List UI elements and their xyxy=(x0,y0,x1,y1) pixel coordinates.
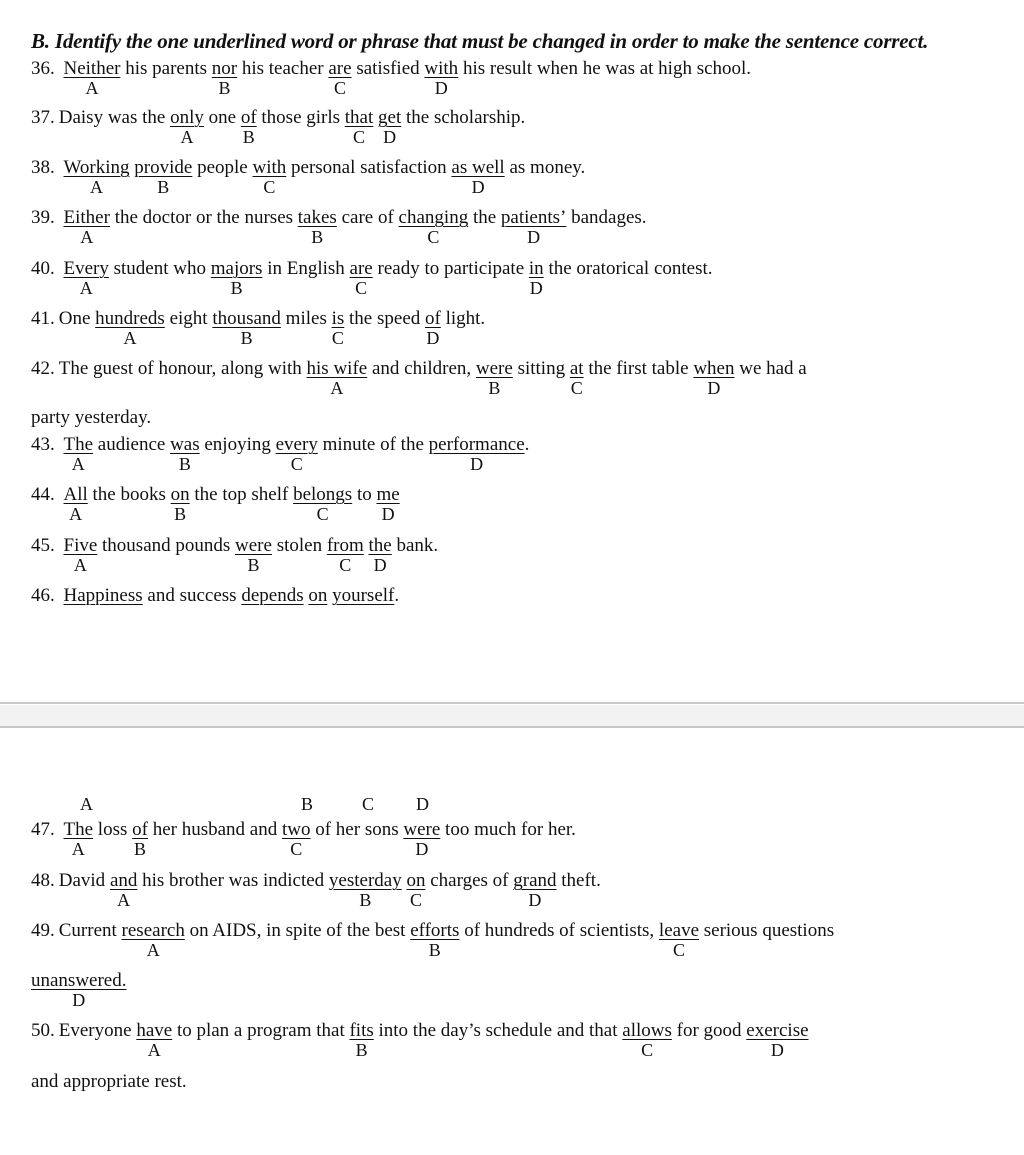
option-a[interactable]: Every A xyxy=(63,258,109,298)
question-36: 36. Neither A his parents nor B his teacher are C satisfied with D his result when he was at high school. xyxy=(31,58,752,98)
option-a[interactable]: Either A xyxy=(63,207,110,247)
option-b[interactable]: fits B xyxy=(349,1020,374,1060)
option-label-c: C xyxy=(409,890,422,910)
option-c[interactable]: belongs C xyxy=(293,484,353,524)
option-label-c: C xyxy=(641,1040,654,1060)
option-a[interactable]: Happiness xyxy=(63,585,143,606)
option-label-c: C xyxy=(263,177,276,197)
option-d[interactable]: as well D xyxy=(451,157,505,197)
option-c[interactable]: on xyxy=(308,585,328,606)
option-a[interactable]: only A xyxy=(170,107,204,147)
option-b[interactable]: yesterday B xyxy=(328,870,402,910)
option-b[interactable]: were B xyxy=(475,358,513,398)
stray-label-c: C xyxy=(362,794,375,814)
option-b[interactable]: depends xyxy=(241,585,304,606)
option-a[interactable]: and A xyxy=(109,870,138,910)
option-label-a: A xyxy=(117,890,131,910)
question-48: 48. David and A his brother was indicted yesterday B on C charges of grand D theft. xyxy=(31,870,601,910)
option-label-b: B xyxy=(240,328,253,348)
question-44: 44. All A the books on B the top shelf belongs C to me D xyxy=(31,484,400,524)
option-d[interactable]: of D xyxy=(425,308,441,348)
option-label-a: A xyxy=(330,378,344,398)
option-label-a: A xyxy=(80,227,94,247)
option-c[interactable]: changing C xyxy=(398,207,469,247)
option-label-c: C xyxy=(331,328,344,348)
option-c[interactable]: with C xyxy=(252,157,287,197)
option-label-b: B xyxy=(359,890,372,910)
question-43: 43. The A audience was B enjoying every C minute of the performance D . xyxy=(31,434,530,474)
option-label-c: C xyxy=(427,227,440,247)
option-label-a: A xyxy=(71,454,85,474)
option-d[interactable]: performance D xyxy=(428,434,525,474)
option-b[interactable]: thousand B xyxy=(212,308,281,348)
option-label-d: D xyxy=(770,1040,784,1060)
option-d[interactable]: in D xyxy=(528,258,544,298)
option-label-d: D xyxy=(528,890,542,910)
option-label-d: D xyxy=(383,127,397,147)
question-number: 50. xyxy=(31,1020,55,1041)
option-label-a: A xyxy=(146,940,160,960)
option-a[interactable]: The A xyxy=(63,434,94,474)
question-50: 50. Everyone have A to plan a program that fits B into the day’s schedule and that allows C for good exercise D xyxy=(31,1020,809,1060)
option-b[interactable]: majors B xyxy=(210,258,263,298)
option-label-b: B xyxy=(242,127,255,147)
option-b[interactable]: efforts B xyxy=(410,920,460,960)
option-label-a: A xyxy=(123,328,137,348)
option-a[interactable]: Neither A xyxy=(63,58,121,98)
option-d[interactable]: me D xyxy=(376,484,400,524)
stray-label-a: A xyxy=(80,794,93,814)
option-d[interactable]: when D xyxy=(693,358,735,398)
option-d[interactable]: the D xyxy=(368,535,392,575)
option-a[interactable]: his wife A xyxy=(306,358,368,398)
stray-label-b: B xyxy=(301,794,314,814)
option-label-b: B xyxy=(157,177,170,197)
page-gap xyxy=(0,705,1024,727)
question-number: 37. xyxy=(31,107,55,128)
option-label-b: B xyxy=(174,504,187,524)
option-c[interactable]: are C xyxy=(328,58,352,98)
option-d[interactable]: with D xyxy=(424,58,459,98)
option-label-a: A xyxy=(85,78,99,98)
option-label-c: C xyxy=(672,940,685,960)
option-b[interactable]: was B xyxy=(170,434,200,474)
option-c[interactable]: leave C xyxy=(658,920,699,960)
option-b[interactable]: of B xyxy=(240,107,257,147)
option-label-c: C xyxy=(353,127,366,147)
option-label-d: D xyxy=(471,177,485,197)
page-divider-top xyxy=(0,702,1024,704)
section-heading: B. Identify the one underlined word or phrase that must be changed in order to make the sentence correct. xyxy=(31,29,929,53)
option-label-c: C xyxy=(333,78,346,98)
option-label-b: B xyxy=(488,378,501,398)
option-label-d: D xyxy=(415,839,429,859)
option-c[interactable]: that C xyxy=(344,107,374,147)
stray-label-d: D xyxy=(416,794,429,814)
option-d[interactable]: exercise D xyxy=(746,1020,809,1060)
option-c[interactable]: at C xyxy=(569,358,584,398)
option-b[interactable]: of B xyxy=(132,819,148,859)
option-label-c: C xyxy=(355,278,368,298)
option-a[interactable]: have A xyxy=(136,1020,173,1060)
option-label-d: D xyxy=(434,78,448,98)
question-42: 42. The guest of honour, along with his wife A and children, were B sitting at C the first table when D we had a xyxy=(31,358,807,398)
question-number: 39. xyxy=(31,207,55,228)
option-label-c: C xyxy=(316,504,329,524)
question-45: 45. Five A thousand pounds were B stolen from C the D bank. xyxy=(31,535,439,575)
question-49: 49. Current research A on AIDS, in spite of the best efforts B of hundreds of scientists, leave C serious questions xyxy=(31,920,835,960)
question-47: 47. The A loss of B her husband and two C of her sons were D too much for her. xyxy=(31,819,576,859)
option-b[interactable]: provide B xyxy=(134,157,193,197)
option-label-d: D xyxy=(527,227,541,247)
option-c[interactable]: from C xyxy=(326,535,364,575)
option-a[interactable]: hundreds A xyxy=(95,308,165,348)
option-b[interactable]: nor B xyxy=(211,58,238,98)
option-d[interactable]: get D xyxy=(378,107,402,147)
question-39: 39. Either A the doctor or the nurses takes B care of changing C the patients’ D bandages. xyxy=(31,207,647,247)
question-41: 41. One hundreds A eight thousand B miles is C the speed of D light. xyxy=(31,308,486,348)
option-a[interactable]: The A xyxy=(63,819,94,859)
question-number: 46. xyxy=(31,585,55,606)
option-label-b: B xyxy=(134,839,147,859)
option-d[interactable]: patients’ D xyxy=(500,207,567,247)
option-a[interactable]: Working A xyxy=(63,157,130,197)
option-label-d: D xyxy=(529,278,543,298)
option-label-d: D xyxy=(373,555,387,575)
question-number: 38. xyxy=(31,157,55,178)
option-b[interactable]: takes B xyxy=(297,207,337,247)
question-42-continuation: party yesterday. xyxy=(31,407,152,428)
question-number: 44. xyxy=(31,484,55,505)
option-label-b: B xyxy=(355,1040,368,1060)
option-b[interactable]: were B xyxy=(235,535,272,575)
option-c[interactable]: on C xyxy=(406,870,426,910)
option-a[interactable]: Five A xyxy=(63,535,98,575)
question-number: 45. xyxy=(31,535,55,556)
option-label-b: B xyxy=(218,78,231,98)
page-divider-bottom xyxy=(0,726,1024,728)
option-c[interactable]: is C xyxy=(331,308,345,348)
question-number: 42. xyxy=(31,358,55,379)
option-label-a: A xyxy=(147,1040,161,1060)
question-number: 48. xyxy=(31,870,55,891)
option-label-c: C xyxy=(339,555,352,575)
question-37: 37. Daisy was the only A one of B those girls that C get D the scholarship. xyxy=(31,107,526,147)
option-b[interactable]: on B xyxy=(170,484,190,524)
option-d[interactable]: grand D xyxy=(513,870,557,910)
option-c[interactable]: allows C xyxy=(622,1020,672,1060)
question-38: 38. Working A provide B people with C personal satisfaction as well D as money. xyxy=(31,157,586,197)
option-label-d: D xyxy=(707,378,721,398)
option-label-a: A xyxy=(180,127,194,147)
question-number: 36. xyxy=(31,58,55,79)
question-number: 41. xyxy=(31,308,55,329)
question-40: 40. Every A student who majors B in English are C ready to participate in D the oratorical contest. xyxy=(31,258,713,298)
question-49-continuation xyxy=(31,970,127,1010)
question-number: 43. xyxy=(31,434,55,455)
option-label-a: A xyxy=(71,839,85,859)
question-number: 47. xyxy=(31,819,55,840)
option-label-c: C xyxy=(570,378,583,398)
option-label-c: C xyxy=(290,839,303,859)
option-a[interactable]: research A xyxy=(121,920,185,960)
option-label-b: B xyxy=(230,278,243,298)
option-label-b: B xyxy=(428,940,441,960)
option-label-b: B xyxy=(247,555,260,575)
question-46: 46. Happiness and success depends on yourself. xyxy=(31,585,400,606)
option-a[interactable]: All A xyxy=(63,484,88,524)
question-number: 49. xyxy=(31,920,55,941)
option-label-b: B xyxy=(178,454,191,474)
question-number: 40. xyxy=(31,258,55,279)
option-label-a: A xyxy=(69,504,83,524)
option-label-a: A xyxy=(79,278,93,298)
question-50-continuation: and appropriate rest. xyxy=(31,1071,187,1092)
option-label-b: B xyxy=(311,227,324,247)
option-label-a: A xyxy=(90,177,104,197)
option-d[interactable]: yourself xyxy=(332,585,395,606)
option-d[interactable]: were D xyxy=(403,819,441,859)
option-c[interactable]: are C xyxy=(349,258,373,298)
option-label-c: C xyxy=(290,454,303,474)
option-c[interactable]: every C xyxy=(275,434,318,474)
option-label-d: D xyxy=(470,454,484,474)
option-label-d: D xyxy=(426,328,440,348)
option-d[interactable]: unanswered. D xyxy=(31,970,127,1010)
option-label-d: D xyxy=(72,990,86,1010)
option-label-d: D xyxy=(381,504,395,524)
option-c[interactable]: two C xyxy=(281,819,311,859)
option-label-a: A xyxy=(73,555,87,575)
